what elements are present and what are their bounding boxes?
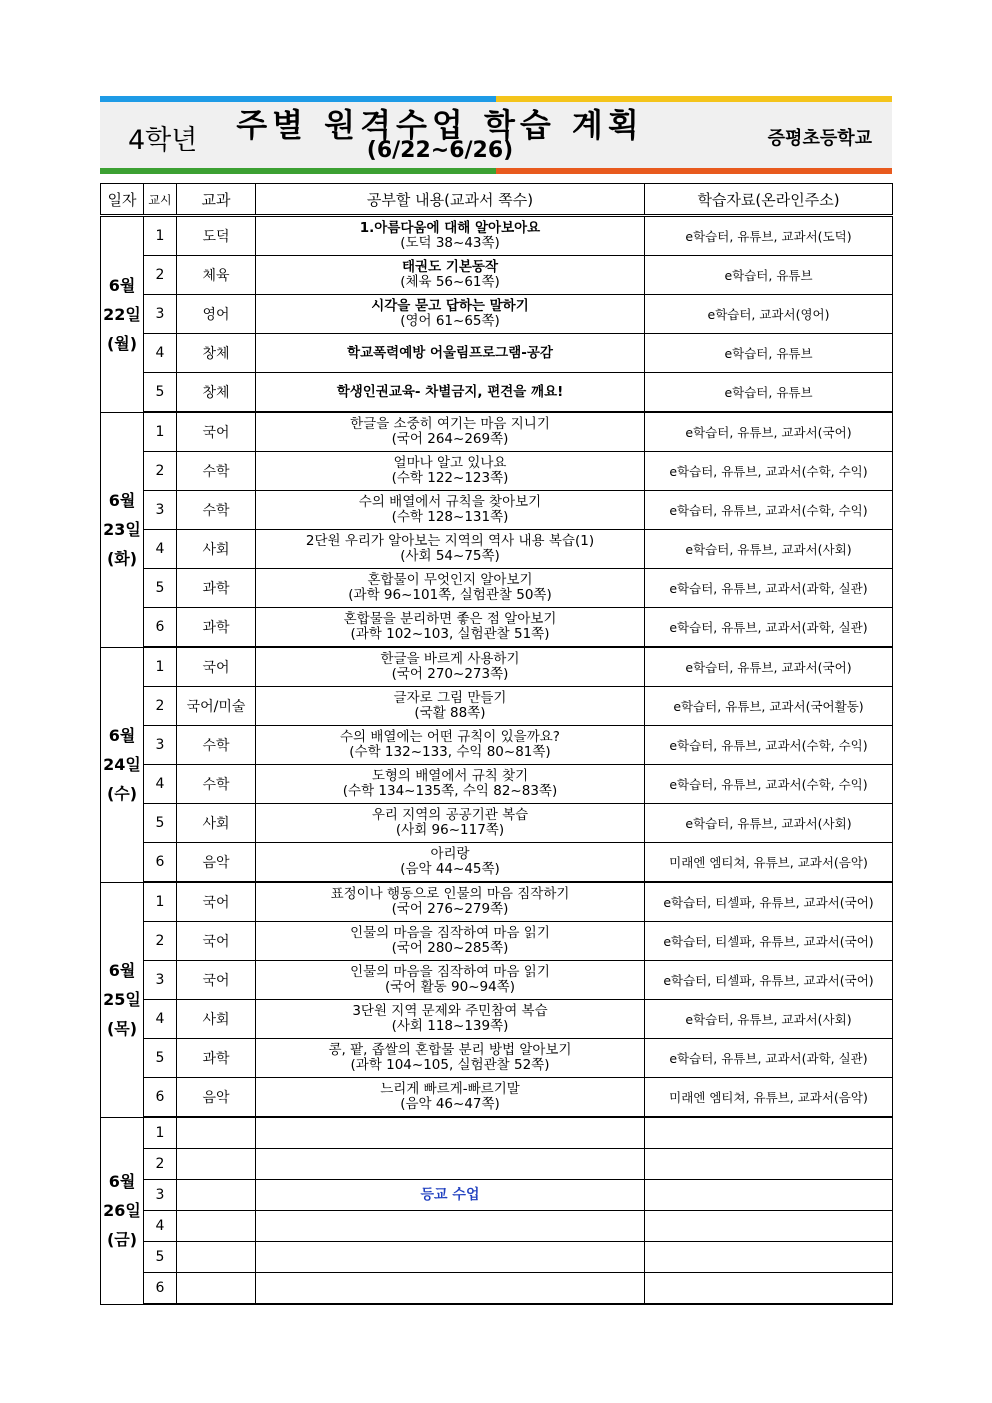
table-row <box>101 647 893 687</box>
subject-cell: 창체 <box>177 334 256 373</box>
resource-cell: e학습터, 유튜브, 교과서(수학, 수익) <box>645 726 893 765</box>
content-cell <box>256 452 645 491</box>
day-date: 22일 <box>103 304 141 324</box>
subject-cell: 사회 <box>177 1000 256 1039</box>
content-cell <box>256 1242 645 1273</box>
resource-cell <box>645 1149 893 1180</box>
resource-cell: 미래엔 엠티쳐, 유튜브, 교과서(음악) <box>645 843 893 883</box>
subject-cell <box>177 1242 256 1273</box>
content-cell <box>256 412 645 452</box>
period-cell: 2 <box>144 452 177 491</box>
content-title: 3단원 지역 문제와 주민참여 복습 <box>352 1003 548 1019</box>
table-row <box>101 295 893 334</box>
content-pages: (음악 46~47쪽) <box>400 1096 500 1112</box>
resource-cell <box>645 1180 893 1211</box>
resource-cell: e학습터, 유튜브, 교과서(수학, 수익) <box>645 452 893 491</box>
period-cell: 4 <box>144 530 177 569</box>
content-cell <box>256 647 645 687</box>
content-pages: (수학 134~135쪽, 수익 82~83쪽) <box>342 783 558 799</box>
subject-cell: 음악 <box>177 843 256 883</box>
content-title: 혼합물이 무엇인지 알아보기 <box>367 572 533 588</box>
period-cell: 6 <box>144 1078 177 1118</box>
schedule-table <box>100 183 893 1305</box>
day-month: 6월 <box>108 961 136 980</box>
table-row <box>101 373 893 413</box>
table-row <box>101 1273 893 1305</box>
table-row <box>101 765 893 804</box>
resource-cell: e학습터, 교과서(영어) <box>645 295 893 334</box>
resource-cell: e학습터, 유튜브, 교과서(사회) <box>645 804 893 843</box>
content-pages: (수학 122~123쪽) <box>391 470 509 486</box>
content-cell <box>256 922 645 961</box>
content-cell <box>256 334 645 373</box>
period-cell: 5 <box>144 804 177 843</box>
subject-cell: 도덕 <box>177 216 256 256</box>
content-cell <box>256 1211 645 1242</box>
resource-cell: e학습터, 유튜브 <box>645 334 893 373</box>
subject-cell: 수학 <box>177 765 256 804</box>
period-cell: 6 <box>144 608 177 648</box>
content-pages: (과학 102~103, 실험관찰 51쪽) <box>350 626 550 642</box>
period-cell: 6 <box>144 1273 177 1305</box>
day-weekday: (월) <box>106 333 138 353</box>
table-row <box>101 804 893 843</box>
subject-cell: 사회 <box>177 530 256 569</box>
day-weekday: (수) <box>106 784 138 803</box>
resource-cell: e학습터, 유튜브, 교과서(국어활동) <box>645 687 893 726</box>
resource-cell: e학습터, 유튜브, 교과서(국어) <box>645 412 893 452</box>
day-month: 6월 <box>108 726 136 745</box>
day-cell <box>101 882 144 1117</box>
content-title: 콩, 팥, 좁쌀의 혼합물 분리 방법 알아보기 <box>328 1042 572 1058</box>
content-pages: (국어 264~269쪽) <box>391 431 509 447</box>
table-row <box>101 412 893 452</box>
subject-cell: 과학 <box>177 608 256 648</box>
content-pages: (국어 276~279쪽) <box>391 901 509 917</box>
period-cell: 4 <box>144 765 177 804</box>
content-cell <box>256 491 645 530</box>
table-row <box>101 608 893 648</box>
content-cell <box>256 961 645 1000</box>
content-cell <box>256 1039 645 1078</box>
subject-cell: 체육 <box>177 256 256 295</box>
content-pages: (사회 118~139쪽) <box>391 1018 509 1034</box>
school-name: 증평초등학교 <box>767 128 872 149</box>
subject-cell: 국어 <box>177 647 256 687</box>
table-row <box>101 922 893 961</box>
content-cell <box>256 295 645 334</box>
content-title: 1.아름다움에 대해 알아보아요 <box>359 220 541 236</box>
content-pages: (영어 61~65쪽) <box>400 313 500 329</box>
page-header <box>100 96 892 174</box>
subject-cell: 과학 <box>177 569 256 608</box>
table-row <box>101 334 893 373</box>
day-date: 24일 <box>103 755 141 774</box>
period-cell: 2 <box>144 1149 177 1180</box>
period-cell: 2 <box>144 687 177 726</box>
table-row <box>101 1078 893 1118</box>
content-cell <box>256 1149 645 1180</box>
subject-cell: 음악 <box>177 1078 256 1118</box>
period-cell: 1 <box>144 647 177 687</box>
attend-note: 등교 수업 <box>420 1186 480 1203</box>
content-cell <box>256 843 645 883</box>
content-title: 우리 지역의 공공기관 복습 <box>371 807 529 823</box>
content-pages: (국활 88쪽) <box>414 705 486 721</box>
subject-cell <box>177 1211 256 1242</box>
resource-cell <box>645 1273 893 1305</box>
day-cell <box>101 216 144 413</box>
subject-cell <box>177 1273 256 1305</box>
resource-cell: e학습터, 유튜브, 교과서(국어) <box>645 647 893 687</box>
content-pages: (사회 96~117쪽) <box>395 822 505 838</box>
content-title: 표정이나 행동으로 인물의 마음 짐작하기 <box>330 886 570 902</box>
subject-cell: 창체 <box>177 373 256 413</box>
content-pages: (체육 56~61쪽) <box>400 274 500 290</box>
table-row <box>101 452 893 491</box>
day-month: 6월 <box>108 491 136 510</box>
content-pages: (수학 132~133, 수익 80~81쪽) <box>349 744 551 760</box>
period-cell: 5 <box>144 373 177 413</box>
resource-cell: e학습터, 유튜브 <box>645 256 893 295</box>
content-cell <box>256 530 645 569</box>
subject-cell: 국어/미술 <box>177 687 256 726</box>
resource-cell: e학습터, 유튜브, 교과서(과학, 실관) <box>645 569 893 608</box>
resource-cell: e학습터, 유튜브, 교과서(사회) <box>645 530 893 569</box>
resource-cell: 미래엔 엠티쳐, 유튜브, 교과서(음악) <box>645 1078 893 1118</box>
content-title: 태권도 기본동작 <box>402 259 498 275</box>
resource-cell: e학습터, 티셀파, 유튜브, 교과서(국어) <box>645 922 893 961</box>
table-header-row <box>101 184 893 216</box>
content-pages: (과학 104~105, 실험관찰 52쪽) <box>350 1057 550 1073</box>
content-pages: (도덕 38~43쪽) <box>400 235 500 251</box>
content-cell <box>256 804 645 843</box>
header-period: 교시 <box>144 184 177 216</box>
subject-cell: 국어 <box>177 922 256 961</box>
content-cell <box>256 687 645 726</box>
period-cell: 1 <box>144 882 177 922</box>
period-cell: 2 <box>144 922 177 961</box>
resource-cell: e학습터, 티셀파, 유튜브, 교과서(국어) <box>645 882 893 922</box>
content-title: 혼합물을 분리하면 좋은 점 알아보기 <box>343 611 557 627</box>
period-cell: 1 <box>144 1117 177 1149</box>
table-row <box>101 1000 893 1039</box>
resource-cell: e학습터, 유튜브, 교과서(도덕) <box>645 216 893 256</box>
table-row <box>101 491 893 530</box>
content-pages: (사회 54~75쪽) <box>400 548 500 564</box>
subject-cell: 국어 <box>177 412 256 452</box>
content-title: 한글을 바르게 사용하기 <box>380 651 520 667</box>
resource-cell: e학습터, 유튜브, 교과서(과학, 실관) <box>645 608 893 648</box>
table-row <box>101 882 893 922</box>
content-cell <box>256 765 645 804</box>
period-cell: 3 <box>144 295 177 334</box>
table-row <box>101 843 893 883</box>
day-date: 25일 <box>103 990 141 1009</box>
content-title: 학생인권교육- 차별금지, 편견을 깨요! <box>336 383 564 400</box>
content-title: 도형의 배열에서 규칙 찾기 <box>371 768 529 784</box>
period-cell: 3 <box>144 961 177 1000</box>
content-title: 글자로 그림 만들기 <box>393 690 507 706</box>
period-cell: 3 <box>144 726 177 765</box>
table-row <box>101 961 893 1000</box>
header-date: 일자 <box>101 184 144 216</box>
content-pages: (수학 128~131쪽) <box>391 509 509 525</box>
resource-cell: e학습터, 티셀파, 유튜브, 교과서(국어) <box>645 961 893 1000</box>
day-cell <box>101 1117 144 1304</box>
table-row <box>101 687 893 726</box>
day-cell <box>101 647 144 882</box>
table-row <box>101 1149 893 1180</box>
date-range: (6/22~6/26) <box>366 138 514 163</box>
content-pages: (국어 270~273쪽) <box>391 666 509 682</box>
content-cell <box>256 216 645 256</box>
subject-cell: 사회 <box>177 804 256 843</box>
subject-cell: 과학 <box>177 1039 256 1078</box>
content-title: 한글을 소중히 여기는 마음 지니기 <box>350 416 550 432</box>
table-row <box>101 726 893 765</box>
content-pages: (음악 44~45쪽) <box>400 861 500 877</box>
period-cell: 3 <box>144 491 177 530</box>
table-row <box>101 1211 893 1242</box>
resource-cell <box>645 1211 893 1242</box>
subject-cell: 수학 <box>177 726 256 765</box>
subject-cell <box>177 1117 256 1149</box>
content-pages: (과학 96~101쪽, 실험관찰 50쪽) <box>348 587 552 603</box>
content-cell <box>256 726 645 765</box>
subject-cell <box>177 1180 256 1211</box>
day-weekday: (금) <box>106 1230 138 1249</box>
content-pages: (국어 활동 90~94쪽) <box>385 979 515 995</box>
resource-cell <box>645 1117 893 1149</box>
resource-cell: e학습터, 유튜브, 교과서(수학, 수익) <box>645 765 893 804</box>
content-cell <box>256 608 645 648</box>
period-cell: 1 <box>144 216 177 256</box>
day-cell <box>101 412 144 647</box>
content-title: 2단원 우리가 알아보는 지역의 역사 내용 복습(1) <box>305 533 595 549</box>
subject-cell: 국어 <box>177 961 256 1000</box>
period-cell: 5 <box>144 1039 177 1078</box>
table-row <box>101 1180 893 1211</box>
grade-label: 4학년 <box>128 125 198 156</box>
day-date: 23일 <box>103 520 141 539</box>
period-cell: 4 <box>144 1211 177 1242</box>
resource-cell <box>645 1242 893 1273</box>
period-cell: 2 <box>144 256 177 295</box>
content-cell <box>256 1117 645 1149</box>
table-row <box>101 256 893 295</box>
period-cell: 3 <box>144 1180 177 1211</box>
subject-cell: 수학 <box>177 452 256 491</box>
subject-cell: 국어 <box>177 882 256 922</box>
content-cell <box>256 1000 645 1039</box>
period-cell: 4 <box>144 334 177 373</box>
page-title: 주별 원격수업 학습 계획 <box>236 106 644 144</box>
content-title: 인물의 마음을 짐작하여 마음 읽기 <box>350 964 550 980</box>
subject-cell: 수학 <box>177 491 256 530</box>
content-cell <box>256 1273 645 1305</box>
resource-cell: e학습터, 유튜브, 교과서(사회) <box>645 1000 893 1039</box>
day-weekday: (목) <box>106 1019 138 1038</box>
table-row <box>101 530 893 569</box>
header-content: 공부할 내용(교과서 쪽수) <box>256 184 645 216</box>
resource-cell: e학습터, 유튜브 <box>645 373 893 413</box>
table-row <box>101 216 893 256</box>
content-cell <box>256 1180 645 1211</box>
header-subject: 교과 <box>177 184 256 216</box>
table-row <box>101 1242 893 1273</box>
resource-cell: e학습터, 유튜브, 교과서(과학, 실관) <box>645 1039 893 1078</box>
header-color-bar-bottom <box>100 168 892 174</box>
period-cell: 5 <box>144 1242 177 1273</box>
content-title: 인물의 마음을 짐작하여 마음 읽기 <box>350 925 550 941</box>
subject-cell <box>177 1149 256 1180</box>
day-date: 26일 <box>103 1201 141 1220</box>
period-cell: 4 <box>144 1000 177 1039</box>
content-title: 느리게 빠르게-빠르기말 <box>380 1081 520 1097</box>
table-row <box>101 1039 893 1078</box>
content-title: 아리랑 <box>430 846 470 862</box>
day-month: 6월 <box>108 275 136 295</box>
content-title: 학교폭력예방 어울림프로그램-공감 <box>347 344 553 361</box>
header-resource: 학습자료(온라인주소) <box>645 184 893 216</box>
content-title: 수의 배열에서 규칙을 찾아보기 <box>358 494 542 510</box>
content-cell <box>256 373 645 413</box>
content-title: 수의 배열에는 어떤 규칙이 있을까요? <box>340 729 560 745</box>
content-cell <box>256 882 645 922</box>
period-cell: 1 <box>144 412 177 452</box>
content-title: 시각을 묻고 답하는 말하기 <box>371 298 529 314</box>
table-row <box>101 1117 893 1149</box>
content-pages: (국어 280~285쪽) <box>391 940 509 956</box>
schedule-body <box>101 216 893 1305</box>
content-cell <box>256 569 645 608</box>
table-row <box>101 569 893 608</box>
day-weekday: (화) <box>106 549 138 568</box>
content-title: 얼마나 알고 있나요 <box>393 455 507 471</box>
resource-cell: e학습터, 유튜브, 교과서(수학, 수익) <box>645 491 893 530</box>
day-month: 6월 <box>108 1172 136 1191</box>
period-cell: 6 <box>144 843 177 883</box>
period-cell: 5 <box>144 569 177 608</box>
subject-cell: 영어 <box>177 295 256 334</box>
content-cell <box>256 256 645 295</box>
content-cell <box>256 1078 645 1118</box>
